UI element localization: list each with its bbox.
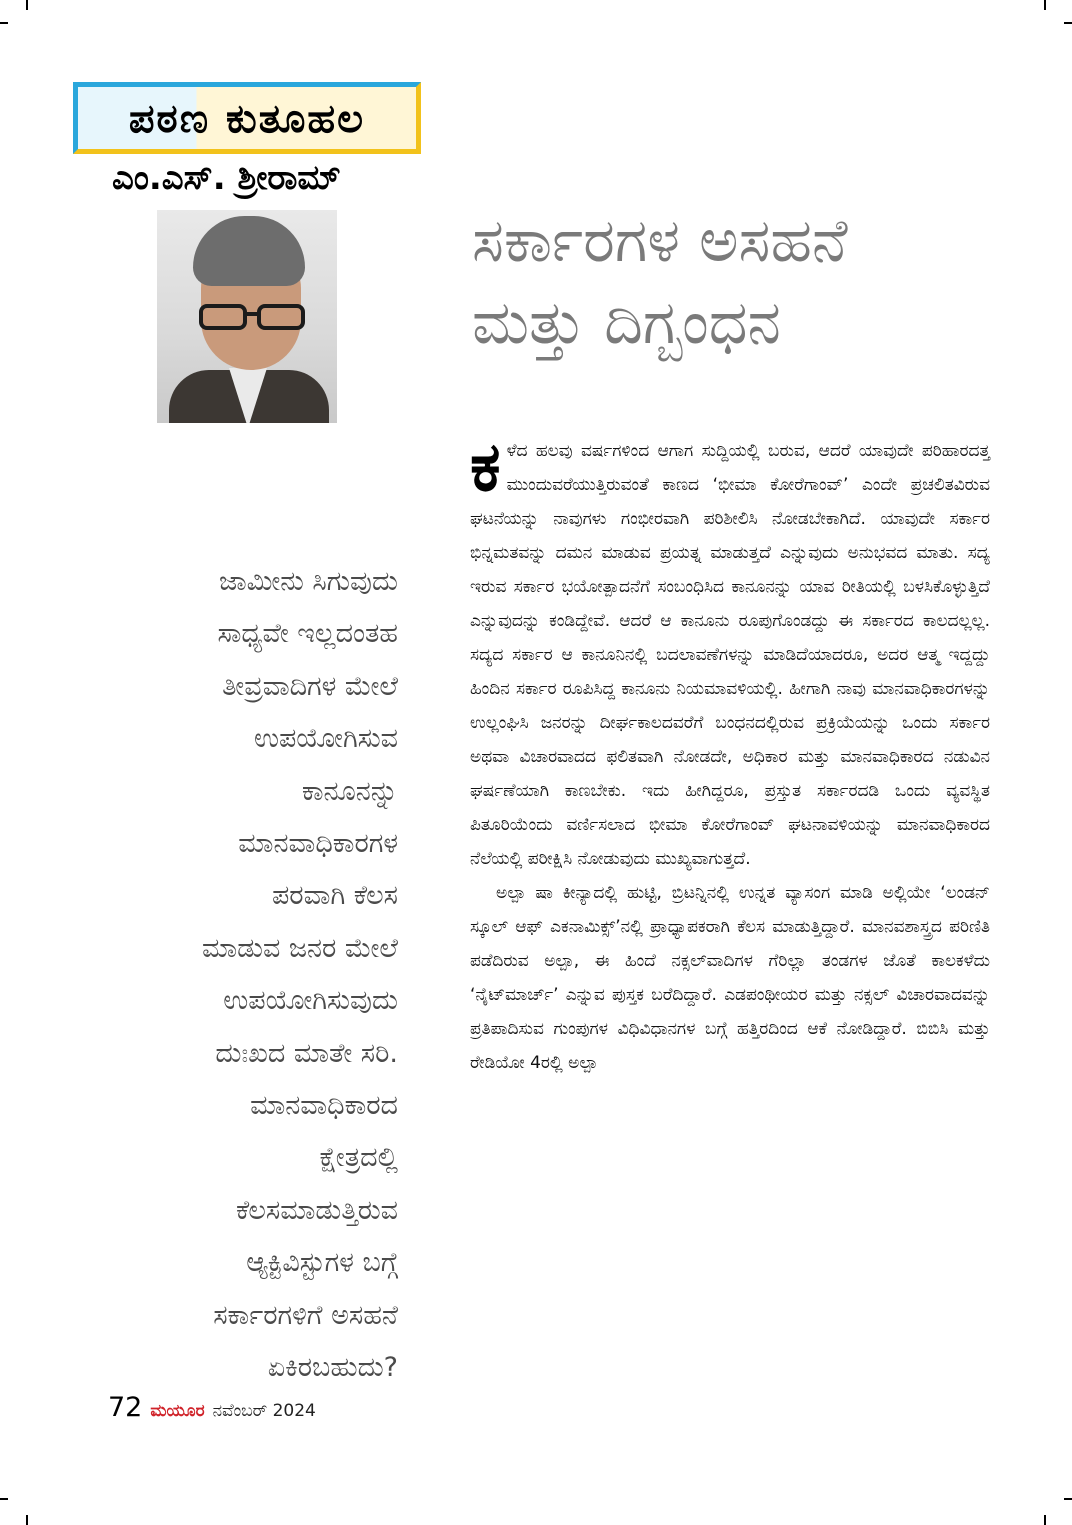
crop-mark bbox=[1044, 0, 1046, 10]
page-number: 72 bbox=[108, 1392, 143, 1423]
pullquote-line: ಕಾನೂನನ್ನು bbox=[301, 775, 398, 807]
pullquote-line: ಕೆಲಸಮಾಡುತ್ತಿರುವ bbox=[236, 1194, 398, 1226]
pullquote-line: ಮಾನವಾಧಿಕಾರದ bbox=[250, 1090, 398, 1122]
pullquote-line: ಉಪಯೋಗಿಸುವ bbox=[253, 723, 398, 755]
pullquote-line: ಜಾಮೀನು ಸಿಗುವುದು bbox=[218, 566, 398, 597]
pullquote-line: ಮಾನವಾಧಿಕಾರಗಳ bbox=[238, 828, 398, 860]
article-headline bbox=[472, 200, 1012, 364]
pullquote-line: ಆ್ಯಕ್ಟಿವಿಸ್ಟುಗಳ ಬಗ್ಗೆ bbox=[246, 1247, 398, 1279]
crop-mark bbox=[1044, 1515, 1046, 1525]
pullquote-line: ಪರವಾಗಿ ಕೆಲಸ bbox=[271, 880, 398, 912]
column-name: ಪಠಣ ಕುತೂಹಲ bbox=[128, 94, 366, 142]
crop-mark bbox=[26, 0, 28, 10]
pullquote-line: ತೀವ್ರವಾದಿಗಳ ಮೇಲೆ bbox=[222, 670, 398, 702]
pull-quote bbox=[106, 556, 398, 1395]
pullquote-line: ಉಪಯೋಗಿಸುವುದು bbox=[223, 985, 398, 1017]
crop-mark bbox=[0, 22, 8, 24]
paragraph-text: ಳೆದ ಹಲವು ವರ್ಷಗಳಿಂದ ಆಗಾಗ ಸುದ್ದಿಯಲ್ಲಿ ಬರುವ, ಆದರೆ ಯಾವುದೇ ಪರಿಹಾರದತ್ತ ಮುಂದುವರೆಯುತ್ತಿರುವಂತೆ ಕಾಣದ ‘ಭೀಮಾ ಕೋರೆಗಾಂವ್’ ಎಂದೇ ಪ್ರಚಲಿತವಿರುವ ಘಟನೆಯನ್ನು ನಾವುಗಳು ಗಂಭೀರವಾಗಿ ಪರಿಶೀಲಿಸಿ ನೋಡಬೇಕಾಗಿದೆ. ಯಾವುದೇ ಸರ್ಕಾರ ಭಿನ್ನಮತವನ್ನು ದಮನ ಮಾಡುವ ಪ್ರಯತ್ನ ಮಾಡುತ್ತದೆ ಎನ್ನುವುದು ಅನುಭವದ ಮಾತು. ಸದ್ಯ ಇರುವ ಸರ್ಕಾರ ಭಯೋತ್ಪಾದನೆಗೆ ಸಂಬಂಧಿಸಿದ ಕಾನೂನನ್ನು ಯಾವ ರೀತಿಯಲ್ಲಿ ಬಳಸಿಕೊಳ್ಳುತ್ತಿದೆ ಎನ್ನುವುದನ್ನು ಕಂಡಿದ್ದೇವೆ. ಆದರೆ ಆ ಕಾನೂನು ರೂಪುಗೊಂಡದ್ದು ಈ ಸರ್ಕಾರದ ಕಾಲದಲ್ಲಲ್ಲ. ಸದ್ಯದ ಸರ್ಕಾರ ಆ ಕಾನೂನಿನಲ್ಲಿ ಬದಲಾವಣೆಗಳನ್ನು ಮಾಡಿದೆಯಾದರೂ, ಅದರ ಆತ್ಮ ಇದ್ದದ್ದು ಹಿಂದಿನ ಸರ್ಕಾರ ರೂಪಿಸಿದ್ದ ಕಾನೂನು ನಿಯಮಾವಳಿಯಲ್ಲಿ. ಹೀಗಾಗಿ ನಾವು ಮಾನವಾಧಿಕಾರಗಳನ್ನು ಉಲ್ಲಂಘಿಸಿ ಜನರನ್ನು ದೀರ್ಘಕಾಲದವರೆಗೆ ಬಂಧನದಲ್ಲಿರುವ ಪ್ರಕ್ರಿಯೆಯನ್ನು ಒಂದು ಸರ್ಕಾರ ಅಥವಾ ವಿಚಾರವಾದದ ಫಲಿತವಾಗಿ ನೋಡದೇ, ಅಧಿಕಾರ ಮತ್ತು ಮಾನವಾಧಿಕಾರದ ನಡುವಿನ ಘರ್ಷಣೆಯಾಗಿ ಕಾಣಬೇಕು. ಇದು ಹೀಗಿದ್ದರೂ, ಪ್ರಸ್ತುತ ಸರ್ಕಾರದಡಿ ಒಂದು ವ್ಯವಸ್ಥಿತ ಪಿತೂರಿಯೆಂದು ವರ್ಣಿಸಲಾದ ಭೀಮಾ ಕೋರೆಗಾಂವ್ ಘಟನಾವಳಿಯನ್ನು ಮಾನವಾಧಿಕಾರದ ನೆಲೆಯಲ್ಲಿ ಪರೀಕ್ಷಿಸಿ ನೋಡುವುದು ಮುಖ್ಯವಾಗುತ್ತದೆ. bbox=[470, 441, 990, 869]
glasses-graphic bbox=[193, 302, 311, 332]
page-footer bbox=[108, 1392, 316, 1423]
pullquote-line: ಸಾಧ್ಯವೇ ಇಲ್ಲದಂತಹ bbox=[217, 618, 398, 650]
pullquote-line: ಸರ್ಕಾರಗಳಿಗೆ ಅಸಹನೆ bbox=[213, 1299, 398, 1331]
magazine-name: ಮಯೂರ bbox=[150, 1401, 205, 1421]
pullquote-line: ಕ್ಷೇತ್ರದಲ್ಲಿ bbox=[319, 1142, 398, 1174]
pullquote-line: ಏಕಿರಬಹುದು? bbox=[267, 1352, 398, 1384]
headline-line-2: ಮತ್ತು ದಿಗ್ಬಂಧನ bbox=[472, 288, 781, 358]
headline-line-1: ಸರ್ಕಾರಗಳ ಅಸಹನೆ bbox=[472, 206, 848, 276]
crop-mark bbox=[26, 1515, 28, 1525]
author-photo bbox=[157, 210, 337, 423]
issue-date: ನವೆಂಬರ್ 2024 bbox=[212, 1401, 316, 1421]
author-byline: ಎಂ.ಎಸ್. ಶ್ರೀರಾಮ್ bbox=[112, 158, 341, 198]
crop-mark bbox=[1064, 22, 1072, 24]
drop-cap: ಕ bbox=[470, 428, 501, 507]
article-paragraph-2: ಅಲ್ಪಾ ಷಾ ಕೀನ್ಯಾದಲ್ಲಿ ಹುಟ್ಟಿ, ಬ್ರಿಟನ್ನಿನಲ್ಲಿ ಉನ್ನತ ವ್ಯಾಸಂಗ ಮಾಡಿ ಅಲ್ಲಿಯೇ ‘ಲಂಡನ್ ಸ್ಕೂಲ್ ಆಫ್ ಎಕನಾಮಿಕ್ಸ್’ನಲ್ಲಿ ಪ್ರಾಧ್ಯಾಪಕರಾಗಿ ಕೆಲಸ ಮಾಡುತ್ತಿದ್ದಾರೆ. ಮಾನವಶಾಸ್ತ್ರದ ಪರಿಣಿತಿ ಪಡೆದಿರುವ ಅಲ್ಪಾ, ಈ ಹಿಂದೆ ನಕ್ಸಲ್‌ವಾದಿಗಳ ಗೆರಿಲ್ಲಾ ತಂಡಗಳ ಜೊತೆ ಕಾಲಕಳೆದು ‘ನೈಟ್‌ಮಾರ್ಚ್’ ಎನ್ನುವ ಪುಸ್ತಕ ಬರೆದಿದ್ದಾರೆ. ಎಡಪಂಥೀಯರ ಮತ್ತು ನಕ್ಸಲ್ ವಿಚಾರವಾದವನ್ನು ಪ್ರತಿಪಾದಿಸುವ ಗುಂಪುಗಳ ವಿಧಿವಿಧಾನಗಳ ಬಗ್ಗೆ ಹತ್ತಿರದಿಂದ ಆಕೆ ನೋಡಿದ್ದಾರೆ. ಬಿಬಿಸಿ ಮತ್ತು ರೇಡಿಯೋ 4ರಲ್ಲಿ ಅಲ್ಪಾ bbox=[470, 883, 990, 1073]
column-badge bbox=[73, 82, 421, 154]
pullquote-line: ದುಃಖದ ಮಾತೇ ಸರಿ. bbox=[215, 1037, 398, 1069]
article-paragraph-1 bbox=[470, 428, 990, 876]
pullquote-line: ಮಾಡುವ ಜನರ ಮೇಲೆ bbox=[201, 932, 398, 964]
article-body bbox=[470, 428, 990, 1080]
crop-mark bbox=[1064, 1498, 1072, 1500]
crop-mark bbox=[0, 1498, 8, 1500]
